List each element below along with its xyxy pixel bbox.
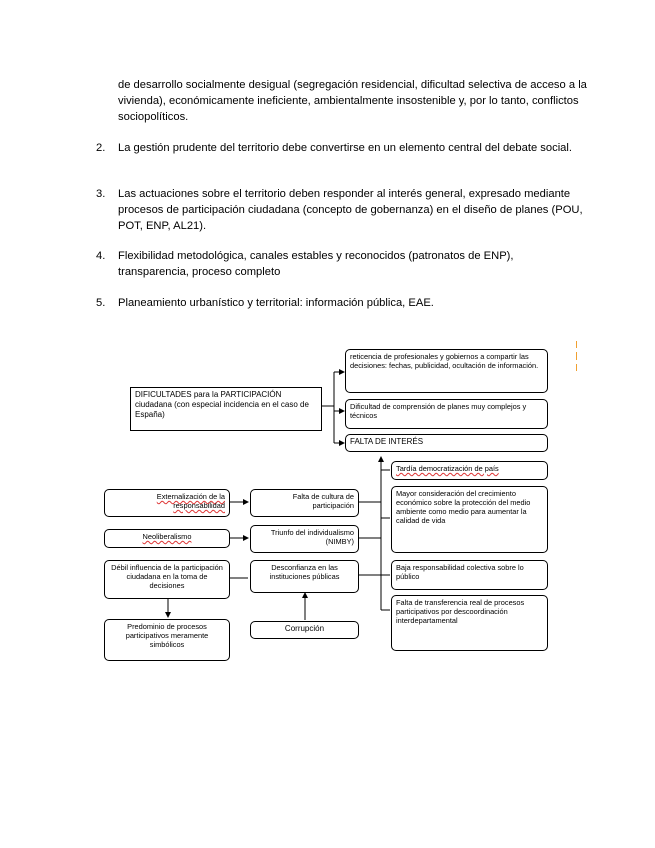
- mayor-consideracion-box: [391, 486, 548, 553]
- tardia-text: Tardía democratización de país: [396, 464, 499, 473]
- dificultad-comprension-box: [345, 399, 548, 429]
- falta-transferencia-text: Falta de transferencia real de procesos participativos por descoordinación interdepartamental: [396, 598, 525, 625]
- item-2-text: La gestión prudente del territorio debe convertirse en un elemento central del debate social.: [118, 142, 573, 154]
- item-2-number: 2.: [96, 142, 106, 154]
- desconfianza-box: [250, 560, 359, 593]
- falta-cultura-text: Falta de cultura de participación: [292, 492, 354, 510]
- predominio-box: [104, 619, 230, 661]
- item-3-text: Las actuaciones sobre el territorio deben responder al interés general, expresado mediante procesos de participación ciudadana (concepto de gobernanza) en el diseño de planes (POU, POT, ENP, AL21).: [118, 188, 583, 232]
- falta-interes-box: [345, 434, 548, 452]
- mayor-consideracion-text: Mayor consideración del crecimiento económico sobre la protección del medio ambiente como medio para aumentar la calidad de vida: [396, 489, 531, 525]
- predominio-text: Predominio de procesos participativos meramente simbólicos: [125, 622, 209, 649]
- main-difficulties-text: DIFICULTADES para la PARTICIPACIÓN ciudadana (con especial incidencia en el caso de España): [135, 390, 309, 419]
- item-5-text: Planeamiento urbanístico y territorial: información pública, EAE.: [118, 297, 434, 309]
- item-5-number: 5.: [96, 297, 106, 309]
- externalizacion-text: Externalización de la responsabilidad: [156, 492, 225, 510]
- item-4-number: 4.: [96, 250, 106, 262]
- baja-responsabilidad-text: Baja responsabilidad colectiva sobre lo público: [396, 563, 524, 581]
- corrupcion-box: [250, 621, 359, 639]
- neoliberalismo-box: [104, 529, 230, 548]
- debil-box: [104, 560, 230, 599]
- main-difficulties-box: [130, 387, 322, 431]
- tardia-box: [391, 461, 548, 480]
- reticencia-text: reticencia de profesionales y gobiernos a compartir las decisiones: fechas, publicidad, ocultación de información.: [350, 352, 539, 370]
- externalizacion-box: [104, 489, 230, 517]
- dificultad-comprension-text: Dificultad de comprensión de planes muy complejos y técnicos: [350, 402, 527, 420]
- corrupcion-text: Corrupción: [284, 624, 325, 633]
- falta-transferencia-box: [391, 595, 548, 651]
- item-4-text: Flexibilidad metodológica, canales estables y reconocidos (patronatos de ENP), transparencia, proceso completo: [118, 250, 514, 278]
- debil-text: Débil influencia de la participación ciudadana en la toma de decisiones: [111, 563, 223, 590]
- triunfo-text: Triunfo del individualismo (NIMBY): [270, 528, 354, 546]
- item-3-number: 3.: [96, 188, 106, 200]
- reticencia-box: [345, 349, 548, 393]
- falta-cultura-box: [250, 489, 359, 517]
- continuation-paragraph: de desarrollo socialmente desigual (segregación residencial, dificultad selectiva de acceso a la vivienda), económicamente ineficiente, ambientalmente insostenible y, por lo tanto, conflictos sociopolíticos.: [118, 79, 587, 123]
- desconfianza-text: Desconfianza en las instituciones públicas: [269, 563, 340, 581]
- baja-responsabilidad-box: [391, 560, 548, 590]
- falta-interes-text: FALTA DE INTERÉS: [350, 437, 424, 446]
- triunfo-box: [250, 525, 359, 553]
- neoliberalismo-text: Neoliberalismo: [142, 532, 192, 541]
